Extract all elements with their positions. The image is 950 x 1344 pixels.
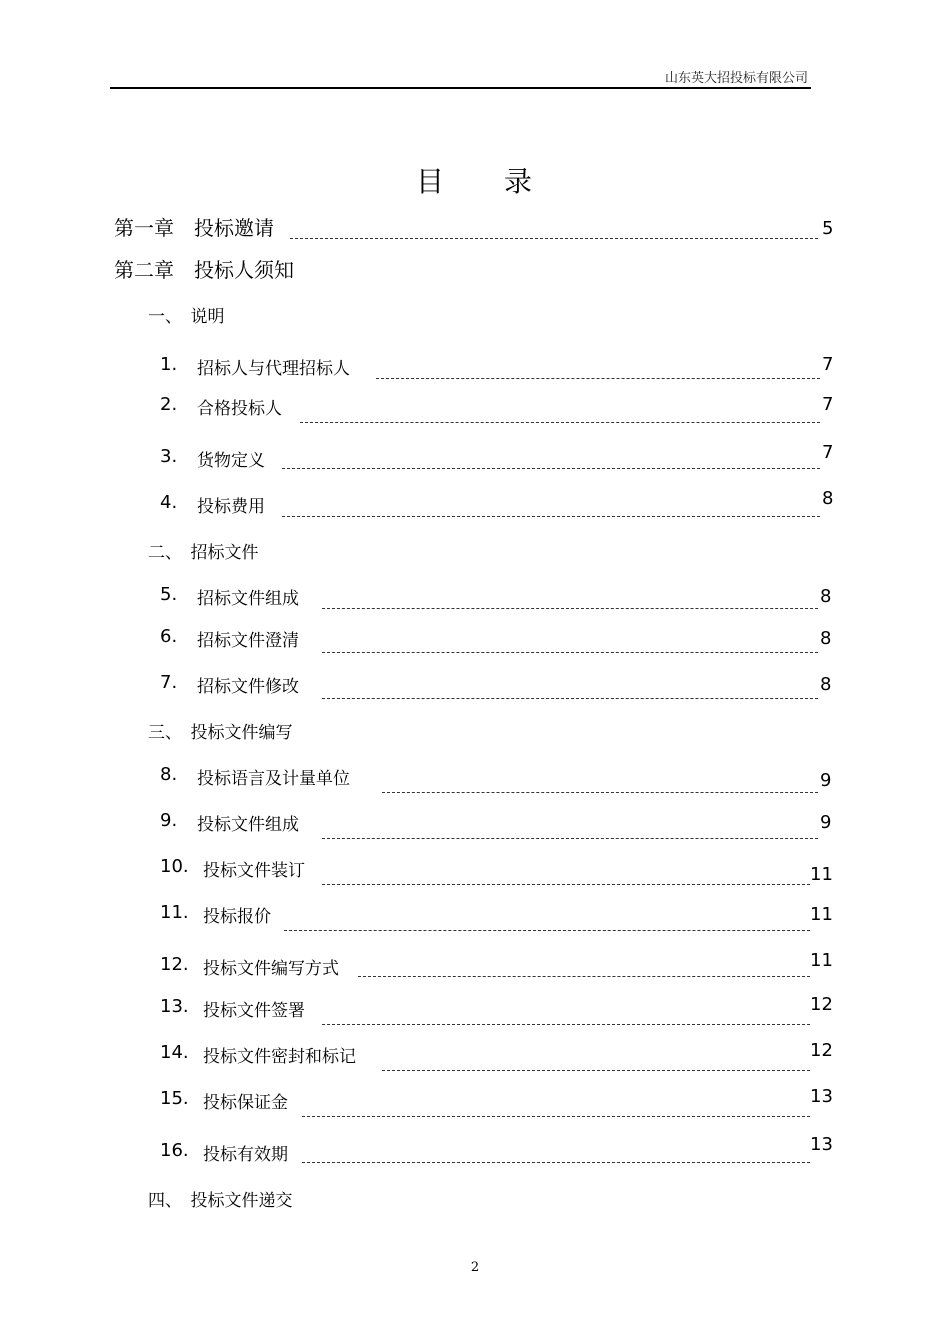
toc-page-number: 8: [820, 674, 832, 695]
toc-section-label: 三、 投标文件编写: [148, 723, 293, 743]
toc-page-number: 5: [822, 218, 834, 239]
toc-leader: [300, 422, 820, 423]
toc-leader: [302, 1116, 810, 1117]
toc-item[interactable]: [0, 856, 950, 886]
toc-item-number: 2.: [160, 394, 178, 415]
toc-section-label: 一、 说明: [148, 307, 225, 327]
toc-item-number: 8.: [160, 764, 178, 785]
toc-chapter-label: 第一章 投标邀请: [114, 216, 274, 240]
toc-item-label: 投标语言及计量单位: [197, 769, 350, 789]
toc-page-number: 7: [822, 354, 834, 375]
toc-page-number: 12: [810, 994, 833, 1015]
toc-item-number: 14.: [160, 1042, 189, 1063]
toc-item[interactable]: [0, 902, 950, 932]
toc-item-label: 投标文件密封和标记: [203, 1047, 356, 1067]
toc-item-label: 货物定义: [197, 451, 265, 471]
toc-item-label: 投标报价: [203, 907, 271, 927]
toc-page-number: 7: [822, 394, 834, 415]
toc-leader: [322, 1024, 810, 1025]
toc-item[interactable]: [0, 764, 950, 794]
toc-chapter-1[interactable]: [0, 212, 950, 242]
toc-item-number: 1.: [160, 354, 178, 375]
toc-page-number: 11: [810, 864, 833, 885]
toc-page-number: 7: [822, 442, 834, 463]
toc-section-label: 二、 招标文件: [148, 543, 259, 563]
toc-item-label: 投标保证金: [203, 1093, 288, 1113]
footer-page-number: 2: [470, 1260, 480, 1275]
toc-item-label: 招标文件澄清: [197, 631, 299, 651]
toc-page-number: 8: [820, 586, 832, 607]
toc-page-number: 13: [810, 1086, 833, 1107]
toc-item-label: 投标有效期: [203, 1145, 288, 1165]
toc-item-label: 投标文件签署: [203, 1001, 305, 1021]
title-char-left: 目: [415, 165, 446, 198]
toc-item-label: 投标文件装订: [203, 861, 305, 881]
toc-item-number: 4.: [160, 492, 178, 513]
toc-section-1[interactable]: [0, 302, 950, 332]
page-title: [0, 160, 950, 200]
toc-leader: [302, 1162, 810, 1163]
toc-item-label: 合格投标人: [197, 399, 282, 419]
toc-leader: [290, 238, 818, 239]
toc-item[interactable]: [0, 394, 950, 424]
toc-item[interactable]: [0, 672, 950, 702]
toc-item-number: 12.: [160, 954, 189, 975]
toc-item-number: 13.: [160, 996, 189, 1017]
toc-item[interactable]: [0, 950, 950, 984]
toc-item-number: 6.: [160, 626, 178, 647]
toc-section-label: 四、 投标文件递交: [148, 1191, 293, 1211]
toc-item[interactable]: [0, 1088, 950, 1118]
toc-page-number: 12: [810, 1040, 833, 1061]
toc-item[interactable]: [0, 810, 950, 840]
title-char-right: 录: [504, 165, 535, 198]
header-rule: [110, 87, 811, 89]
toc-leader: [376, 378, 820, 379]
toc-section-2[interactable]: [0, 538, 950, 568]
toc-item-number: 10.: [160, 856, 189, 877]
toc-chapter-label: 第二章 投标人须知: [114, 258, 294, 282]
toc-item[interactable]: [0, 584, 950, 614]
toc-leader: [282, 468, 820, 469]
toc-item[interactable]: [0, 488, 950, 522]
toc-item-number: 16.: [160, 1140, 189, 1161]
toc-chapter-2[interactable]: [0, 254, 950, 284]
toc-page-number: 8: [822, 488, 834, 509]
toc-item-label: 招标文件组成: [197, 589, 299, 609]
toc-item[interactable]: [0, 1042, 950, 1072]
toc-item-label: 投标文件编写方式: [203, 959, 339, 979]
toc-item-number: 9.: [160, 810, 178, 831]
toc-leader: [358, 976, 810, 977]
toc-item-label: 投标费用: [197, 497, 265, 517]
toc-section-4[interactable]: [0, 1186, 950, 1216]
toc-leader: [284, 930, 810, 931]
toc-page-number: 9: [820, 770, 832, 791]
toc-item[interactable]: [0, 354, 950, 384]
toc-page-number: 8: [820, 628, 832, 649]
toc-section-3[interactable]: [0, 718, 950, 748]
toc-item-label: 投标文件组成: [197, 815, 299, 835]
toc-item[interactable]: [0, 626, 950, 656]
toc-item-number: 7.: [160, 672, 178, 693]
toc-leader: [322, 652, 818, 653]
toc-leader: [382, 792, 818, 793]
toc-item-number: 11.: [160, 902, 189, 923]
header-company-name: 山东英大招投标有限公司: [664, 71, 808, 86]
toc-leader: [322, 838, 818, 839]
toc-item[interactable]: [0, 1134, 950, 1170]
toc-item-label: 招标文件修改: [197, 677, 299, 697]
toc-page-number: 11: [810, 950, 833, 971]
toc-page-number: 11: [810, 904, 833, 925]
toc-leader: [382, 1070, 810, 1071]
toc-leader: [282, 516, 820, 517]
toc-item-number: 15.: [160, 1088, 189, 1109]
toc-page-number: 13: [810, 1134, 833, 1155]
toc-leader: [322, 884, 810, 885]
toc-item[interactable]: [0, 442, 950, 476]
toc-item-number: 5.: [160, 584, 178, 605]
toc-item[interactable]: [0, 996, 950, 1026]
toc-item-label: 招标人与代理招标人: [197, 359, 350, 379]
toc-leader: [322, 608, 818, 609]
toc-leader: [322, 698, 818, 699]
toc-page-number: 9: [820, 812, 832, 833]
toc-item-number: 3.: [160, 446, 178, 467]
